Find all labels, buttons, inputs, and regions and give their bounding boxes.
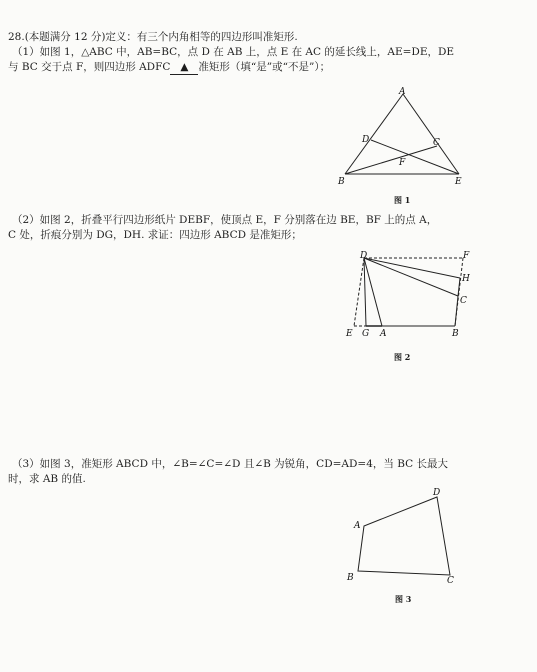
figure-3 — [340, 485, 470, 585]
answer-blank — [170, 60, 198, 75]
question-header-text: (本题满分 12 分)定义：有三个内角相等的四边形叫准矩形. — [24, 31, 298, 43]
fig1-segment-ae — [403, 94, 459, 174]
fig2-label-g: G — [362, 329, 370, 339]
fig2-segment-dh — [364, 258, 460, 278]
fig3-label-c: C — [447, 576, 454, 585]
part1-line2 — [8, 60, 330, 75]
fig2-segment-dc — [364, 258, 458, 296]
fig2-segment-cb — [455, 296, 458, 326]
part1-line1: （1）如图 1，△ABC 中，AB=BC，点 D 在 AB 上，点 E 在 AC 的延长线上，AE=DE，DE — [12, 46, 455, 58]
blank-triangle: ▲ — [180, 61, 189, 73]
fig2-segment-dg — [364, 258, 366, 326]
part1-line2-a: 与 BC 交于点 F，则四边形 ADFC — [8, 61, 171, 73]
figure-2-caption: 图 2 — [394, 352, 411, 362]
fig3-label-b: B — [347, 573, 354, 583]
part2-line1: （2）如图 2，折叠平行四边形纸片 DEBF，使顶点 E，F 分别落在边 BE，BF 上的点 A， — [12, 214, 438, 226]
part1-line2-b: 准矩形（填“是”或“不是”）； — [198, 61, 331, 73]
fig2-label-c: C — [460, 296, 467, 306]
part3-line1: （3）如图 3，准矩形 ABCD 中，∠B=∠C=∠D 且∠B 为锐角，CD=AD=4，当 BC 长最大 — [12, 458, 449, 470]
fig3-quadrilateral-abcd — [358, 497, 450, 575]
fig2-label-h: H — [462, 274, 470, 284]
fig2-label-d: D — [360, 251, 368, 261]
fig1-label-c: C — [433, 138, 440, 148]
fig1-label-d: D — [362, 135, 370, 145]
figure-2 — [340, 246, 480, 341]
fig2-segment-da — [364, 258, 382, 326]
fig1-label-a: A — [399, 87, 406, 97]
fig2-label-e: E — [346, 329, 353, 339]
fig1-label-f: F — [399, 158, 406, 168]
fig2-dashed-de — [354, 258, 364, 326]
figure-1-caption: 图 1 — [394, 195, 411, 205]
fig1-segment-ab — [345, 94, 403, 174]
fig1-label-b: B — [338, 177, 345, 185]
fig1-segment-de — [371, 140, 459, 174]
fig1-label-e: E — [455, 177, 462, 185]
fig3-label-a: A — [354, 521, 361, 531]
figure-1 — [330, 85, 480, 185]
figure-3-caption: 图 3 — [395, 594, 412, 604]
part3-line2: 时，求 AB 的值. — [8, 473, 86, 485]
fig2-label-f: F — [463, 251, 470, 261]
fig2-label-b: B — [452, 329, 459, 339]
fig3-label-d: D — [433, 488, 441, 498]
part2-line2: C 处，折痕分别为 DG，DH. 求证：四边形 ABCD 是准矩形； — [8, 229, 302, 241]
question-number: 28. — [8, 31, 25, 43]
question-header — [8, 30, 298, 44]
fig2-label-a: A — [380, 329, 387, 339]
